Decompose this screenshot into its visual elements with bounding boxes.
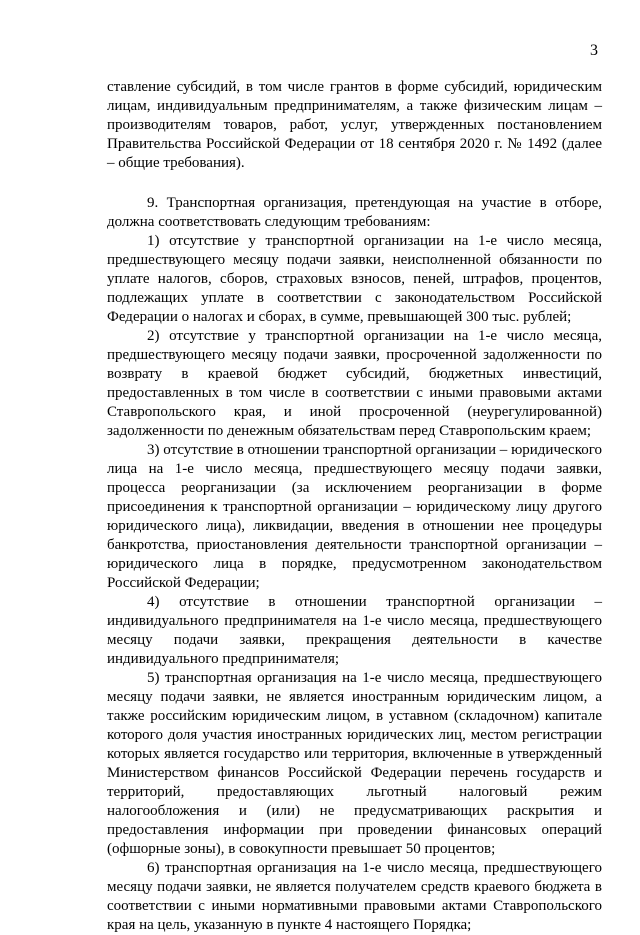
paragraph-subitem-2: 2) отсутствие у транспортной организации на 1-е число месяца, предшествующего месяцу подачи заявки, просроченной задолженности по возврату в краевой бюджет субсидий, бюджетных инвестиций, предоставленных в том числе в соответствии с иными правовыми актами Ставропольского края, и иной просроченной (неурегулированной) задолженности по денежным обязательствам перед Ставропольским краем; <box>107 328 602 439</box>
page-number: 3 <box>590 42 598 59</box>
paragraph-subitem-4: 4) отсутствие в отношении транспортной организации – индивидуального предпринимателя на 1-е число месяца, предшествующего месяцу подачи заявки, прекращения деятельности в качестве индивидуального предпринимателя; <box>107 594 602 667</box>
paragraph-subitem-3: 3) отсутствие в отношении транспортной организации – юридического лица на 1-е число месяца, предшествующего месяцу подачи заявки, процесса реорганизации (за исключением реорганизации в форме присоединения к транспортной организации – юридическому лицу другого юридического лица), ликвидации, введения в отношении нее процедуры банкротства, приостановления деятельности транспортной организации – юридического лица в порядке, предусмотренном законодательством Российской Федерации; <box>107 442 602 591</box>
document-body <box>107 78 602 935</box>
paragraph-item-9: 9. Транспортная организация, претендующая на участие в отборе, должна соответствовать следующим требованиям: <box>107 195 602 230</box>
paragraph-continuation: ставление субсидий, в том числе грантов в форме субсидий, юридическим лицам, индивидуальным предпринимателям, а также физическим лицам – производителям товаров, работ, услуг, утвержденных постановлением Правительства Российской Федерации от 18 сентября 2020 г. № 1492 (далее – общие требования). <box>107 79 602 171</box>
paragraph-subitem-6: 6) транспортная организация на 1-е число месяца, предшествующего месяцу подачи заявки, не является получателем средств краевого бюджета в соответствии с иными нормативными правовыми актами Ставропольского края на цель, указанную в пункте 4 настоящего Порядка; <box>107 860 602 933</box>
paragraph-subitem-1: 1) отсутствие у транспортной организации на 1-е число месяца, предшествующего месяцу подачи заявки, неисполненной обязанности по уплате налогов, сборов, страховых взносов, пеней, штрафов, процентов, подлежащих уплате в соответствии с законодательством Российской Федерации о налогах и сборах, в сумме, превышающей 300 тыс. рублей; <box>107 233 602 325</box>
paragraph-gap <box>107 173 602 194</box>
paragraph-subitem-5: 5) транспортная организация на 1-е число месяца, предшествующего месяцу подачи заявки, не является иностранным юридическим лицом, а также российским юридическим лицом, в уставном (складочном) капитале которого доля участия иностранных юридических лиц, местом регистрации которых является государство или территория, включенные в утвержденный Министерством финансов Российской Федерации перечень государств и территорий, предоставляющих льготный налоговый режим налогообложения и (или) не предусматривающих раскрытия и предоставления информации при проведении финансовых операций (офшорные зоны), в совокупности превышает 50 процентов; <box>107 670 602 857</box>
